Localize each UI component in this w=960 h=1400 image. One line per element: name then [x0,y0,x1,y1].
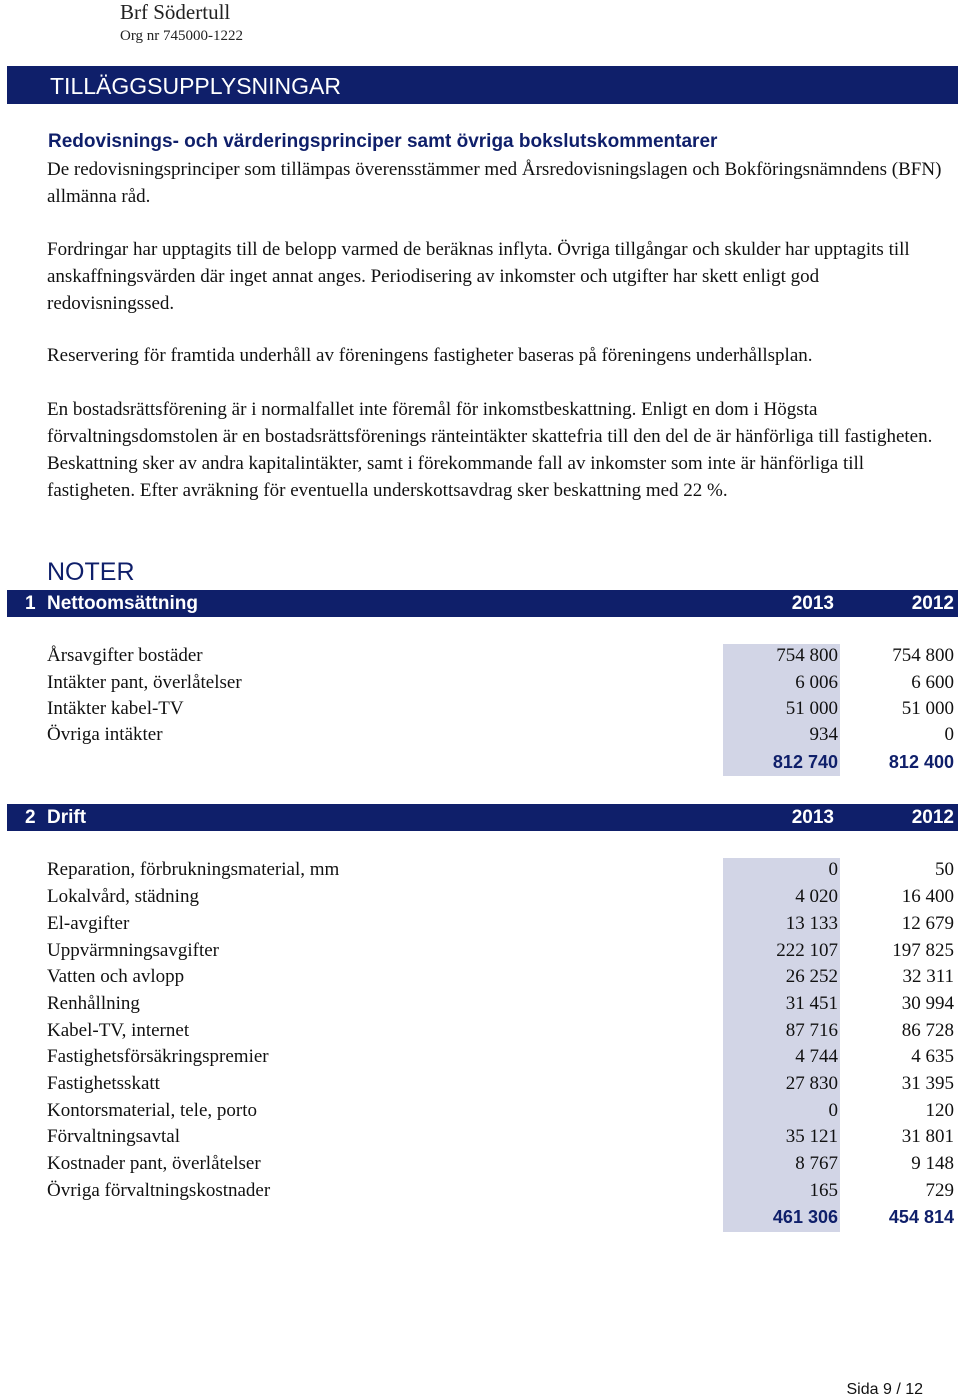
year-previous: 2012 [911,807,954,828]
table-row [0,724,960,750]
value-previous: 6 600 [911,672,954,693]
value-previous: 50 [935,859,954,880]
organization-number: Org nr 745000-1222 [120,28,244,44]
value-previous: 12 679 [901,913,954,934]
table-row [0,698,960,724]
value-previous: 4 635 [911,1046,954,1067]
value-current: 35 121 [785,1126,838,1147]
row-label: Kostnader pant, överlåtelser [47,1153,261,1174]
row-label: Intäkter pant, överlåtelser [47,672,242,693]
year-previous: 2012 [911,593,954,614]
row-label: Fastighetsförsäkringspremier [47,1046,269,1067]
value-current: 934 [809,724,838,745]
value-current: 13 133 [785,913,838,934]
value-current: 6 006 [795,672,838,693]
value-current: 754 800 [776,645,838,666]
value-current: 27 830 [785,1073,838,1094]
value-previous: 31 395 [901,1073,954,1094]
paragraph-principles: De redovisningsprinciper som tillämpas överensstämmer med Årsredovisningslagen och Bokföringsnämndens (BFN) allmänna råd. [47,159,942,207]
value-current: 4 020 [795,886,838,907]
value-current: 51 000 [785,698,838,719]
total-row [0,1207,960,1233]
value-previous: 9 148 [911,1153,954,1174]
table-row [0,1020,960,1046]
row-label: Kabel-TV, internet [47,1020,190,1041]
value-current: 222 107 [776,940,838,961]
table-row [0,672,960,698]
paragraph-receivables: Fordringar har upptagits till de belopp varmed de beräknas inflyta. Övriga tillgångar och skulder har upptagits till anskaffningsvärden där inget annat anges. Periodisering av inkomster och utgifter har skett enligt god redovisningssed. [47,239,910,314]
value-previous: 197 825 [892,940,954,961]
value-previous: 16 400 [901,886,954,907]
total-row [0,752,960,778]
row-label: Övriga förvaltningskostnader [47,1180,271,1201]
organization-header [120,0,243,45]
row-label: Renhållning [47,993,140,1014]
value-current: 0 [828,859,838,880]
year-current: 2013 [791,593,834,614]
row-label: Uppvärmningsavgifter [47,940,220,961]
note-number: 2 [25,807,36,828]
table-row [0,1126,960,1152]
value-current: 31 451 [785,993,838,1014]
note-2-header [7,804,958,831]
value-current: 87 716 [785,1020,838,1041]
value-previous: 86 728 [901,1020,954,1041]
row-label: Övriga intäkter [47,724,163,745]
table-row [0,993,960,1019]
notes-heading: NOTER [47,558,135,586]
page-number: Sida 9 / 12 [846,1381,923,1398]
total-current: 461 306 [772,1207,838,1227]
paragraph-maintenance: Reservering för framtida underhåll av föreningens fastigheter baseras på föreningens underhållsplan. [47,345,813,366]
row-label: Årsavgifter bostäder [47,645,203,666]
table-row [0,1153,960,1179]
row-label: Reparation, förbrukningsmaterial, mm [47,859,340,880]
total-previous: 454 814 [888,1207,954,1227]
table-row [0,645,960,671]
value-current: 4 744 [795,1046,838,1067]
row-label: El-avgifter [47,913,130,934]
row-label: Fastighetsskatt [47,1073,160,1094]
table-row [0,966,960,992]
table-row [0,1073,960,1099]
row-label: Lokalvård, städning [47,886,199,907]
organization-name: Brf Södertull [120,0,231,24]
row-label: Kontorsmaterial, tele, porto [47,1100,257,1121]
table-row [0,859,960,885]
total-current: 812 740 [772,752,838,772]
value-current: 0 [828,1100,838,1121]
year-current: 2013 [791,807,834,828]
value-previous: 729 [925,1180,954,1201]
value-current: 165 [809,1180,838,1201]
value-previous: 32 311 [902,966,954,987]
value-previous: 0 [944,724,954,745]
paragraph-taxation: En bostadsrättsförening är i normalfallet inte föremål för inkomstbeskattning. Enligt en dom i Högsta förvaltningsdomstolen är en bostadsrättsförenings ränteintäkter skattefria till den del de är hänförliga till fastigheten. Beskattning sker av andra kapitalintäkter, samt i förekommande fall av inkomster som inte är hänförliga till fastigheten. Efter avräkning för eventuella underskottsavdrag sker beskattning med 22 %. [47,399,933,501]
note-title: Drift [47,807,87,828]
value-previous: 51 000 [901,698,954,719]
value-previous: 754 800 [892,645,954,666]
total-previous: 812 400 [888,752,954,772]
table-row [0,1180,960,1206]
section-title: Redovisnings- och värderingsprinciper samt övriga bokslutskommentarer [48,131,718,152]
row-label: Intäkter kabel-TV [47,698,184,719]
value-previous: 30 994 [901,993,954,1014]
row-label: Förvaltningsavtal [47,1126,180,1147]
note-number: 1 [25,593,36,614]
value-previous: 120 [925,1100,954,1121]
note-1-header [7,590,958,617]
value-current: 26 252 [785,966,838,987]
table-row [0,1046,960,1072]
table-row [0,886,960,912]
value-current: 8 767 [795,1153,838,1174]
table-row [0,913,960,939]
table-row [0,1100,960,1126]
note-title: Nettoomsättning [47,593,198,614]
row-label: Vatten och avlopp [47,966,185,987]
value-previous: 31 801 [901,1126,954,1147]
supplementary-info-banner: TILLÄGGSUPPLYSNINGAR [7,66,958,104]
table-row [0,940,960,966]
